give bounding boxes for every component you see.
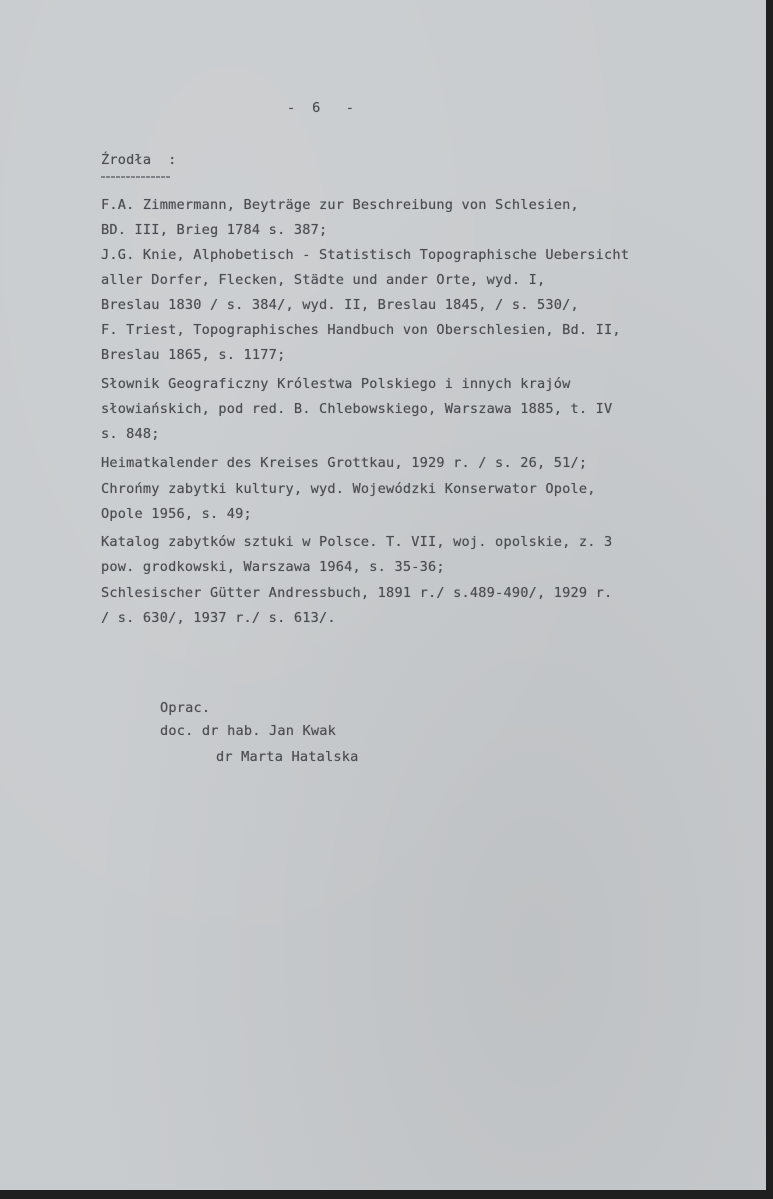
source-line: Breslau 1830 / s. 384/, wyd. II, Breslau 1845, / s. 530/,: [101, 297, 579, 313]
source-line: Opole 1956, s. 49;: [101, 506, 252, 522]
source-line: F. Triest, Topographisches Handbuch von Oberschlesien, Bd. II,: [101, 322, 621, 338]
sources-heading: Źrodła :: [101, 152, 177, 168]
credits-author: dr Marta Hatalska: [216, 749, 359, 765]
source-line: F.A. Zimmermann, Beyträge zur Beschreibung von Schlesien,: [101, 197, 579, 213]
source-line: / s. 630/, 1937 r./ s. 613/.: [101, 610, 336, 626]
source-line: Breslau 1865, s. 1177;: [101, 347, 286, 363]
source-line: Słownik Geograficzny Królestwa Polskiego i innych krajów: [101, 376, 571, 392]
source-line: aller Dorfer, Flecken, Städte und ander Orte, wyd. I,: [101, 272, 546, 288]
source-line: BD. III, Brieg 1784 s. 387;: [101, 222, 328, 238]
scan-border-right: [766, 0, 773, 1199]
source-line: Chrońmy zabytki kultury, wyd. Wojewódzki Konserwator Opole,: [101, 481, 596, 497]
page-number: - 6 -: [287, 100, 355, 116]
credits-author: doc. dr hab. Jan Kwak: [160, 723, 337, 739]
source-line: Katalog zabytków sztuki w Polsce. T. VII, woj. opolskie, z. 3: [101, 534, 613, 550]
source-line: słowiańskich, pod red. B. Chlebowskiego, Warszawa 1885, t. IV: [101, 401, 613, 417]
heading-underline: [101, 176, 171, 178]
source-line: Heimatkalender des Kreises Grottkau, 1929 r. / s. 26, 51/;: [101, 455, 588, 471]
source-line: Schlesischer Gütter Andressbuch, 1891 r./ s.489-490/, 1929 r.: [101, 585, 613, 601]
scan-border-bottom: [0, 1190, 773, 1199]
credits-label: Oprac.: [160, 700, 211, 716]
source-line: pow. grodkowski, Warszawa 1964, s. 35-36;: [101, 559, 445, 575]
source-line: J.G. Knie, Alphobetisch - Statistisch Topographische Uebersicht: [101, 247, 630, 263]
source-line: s. 848;: [101, 426, 160, 442]
